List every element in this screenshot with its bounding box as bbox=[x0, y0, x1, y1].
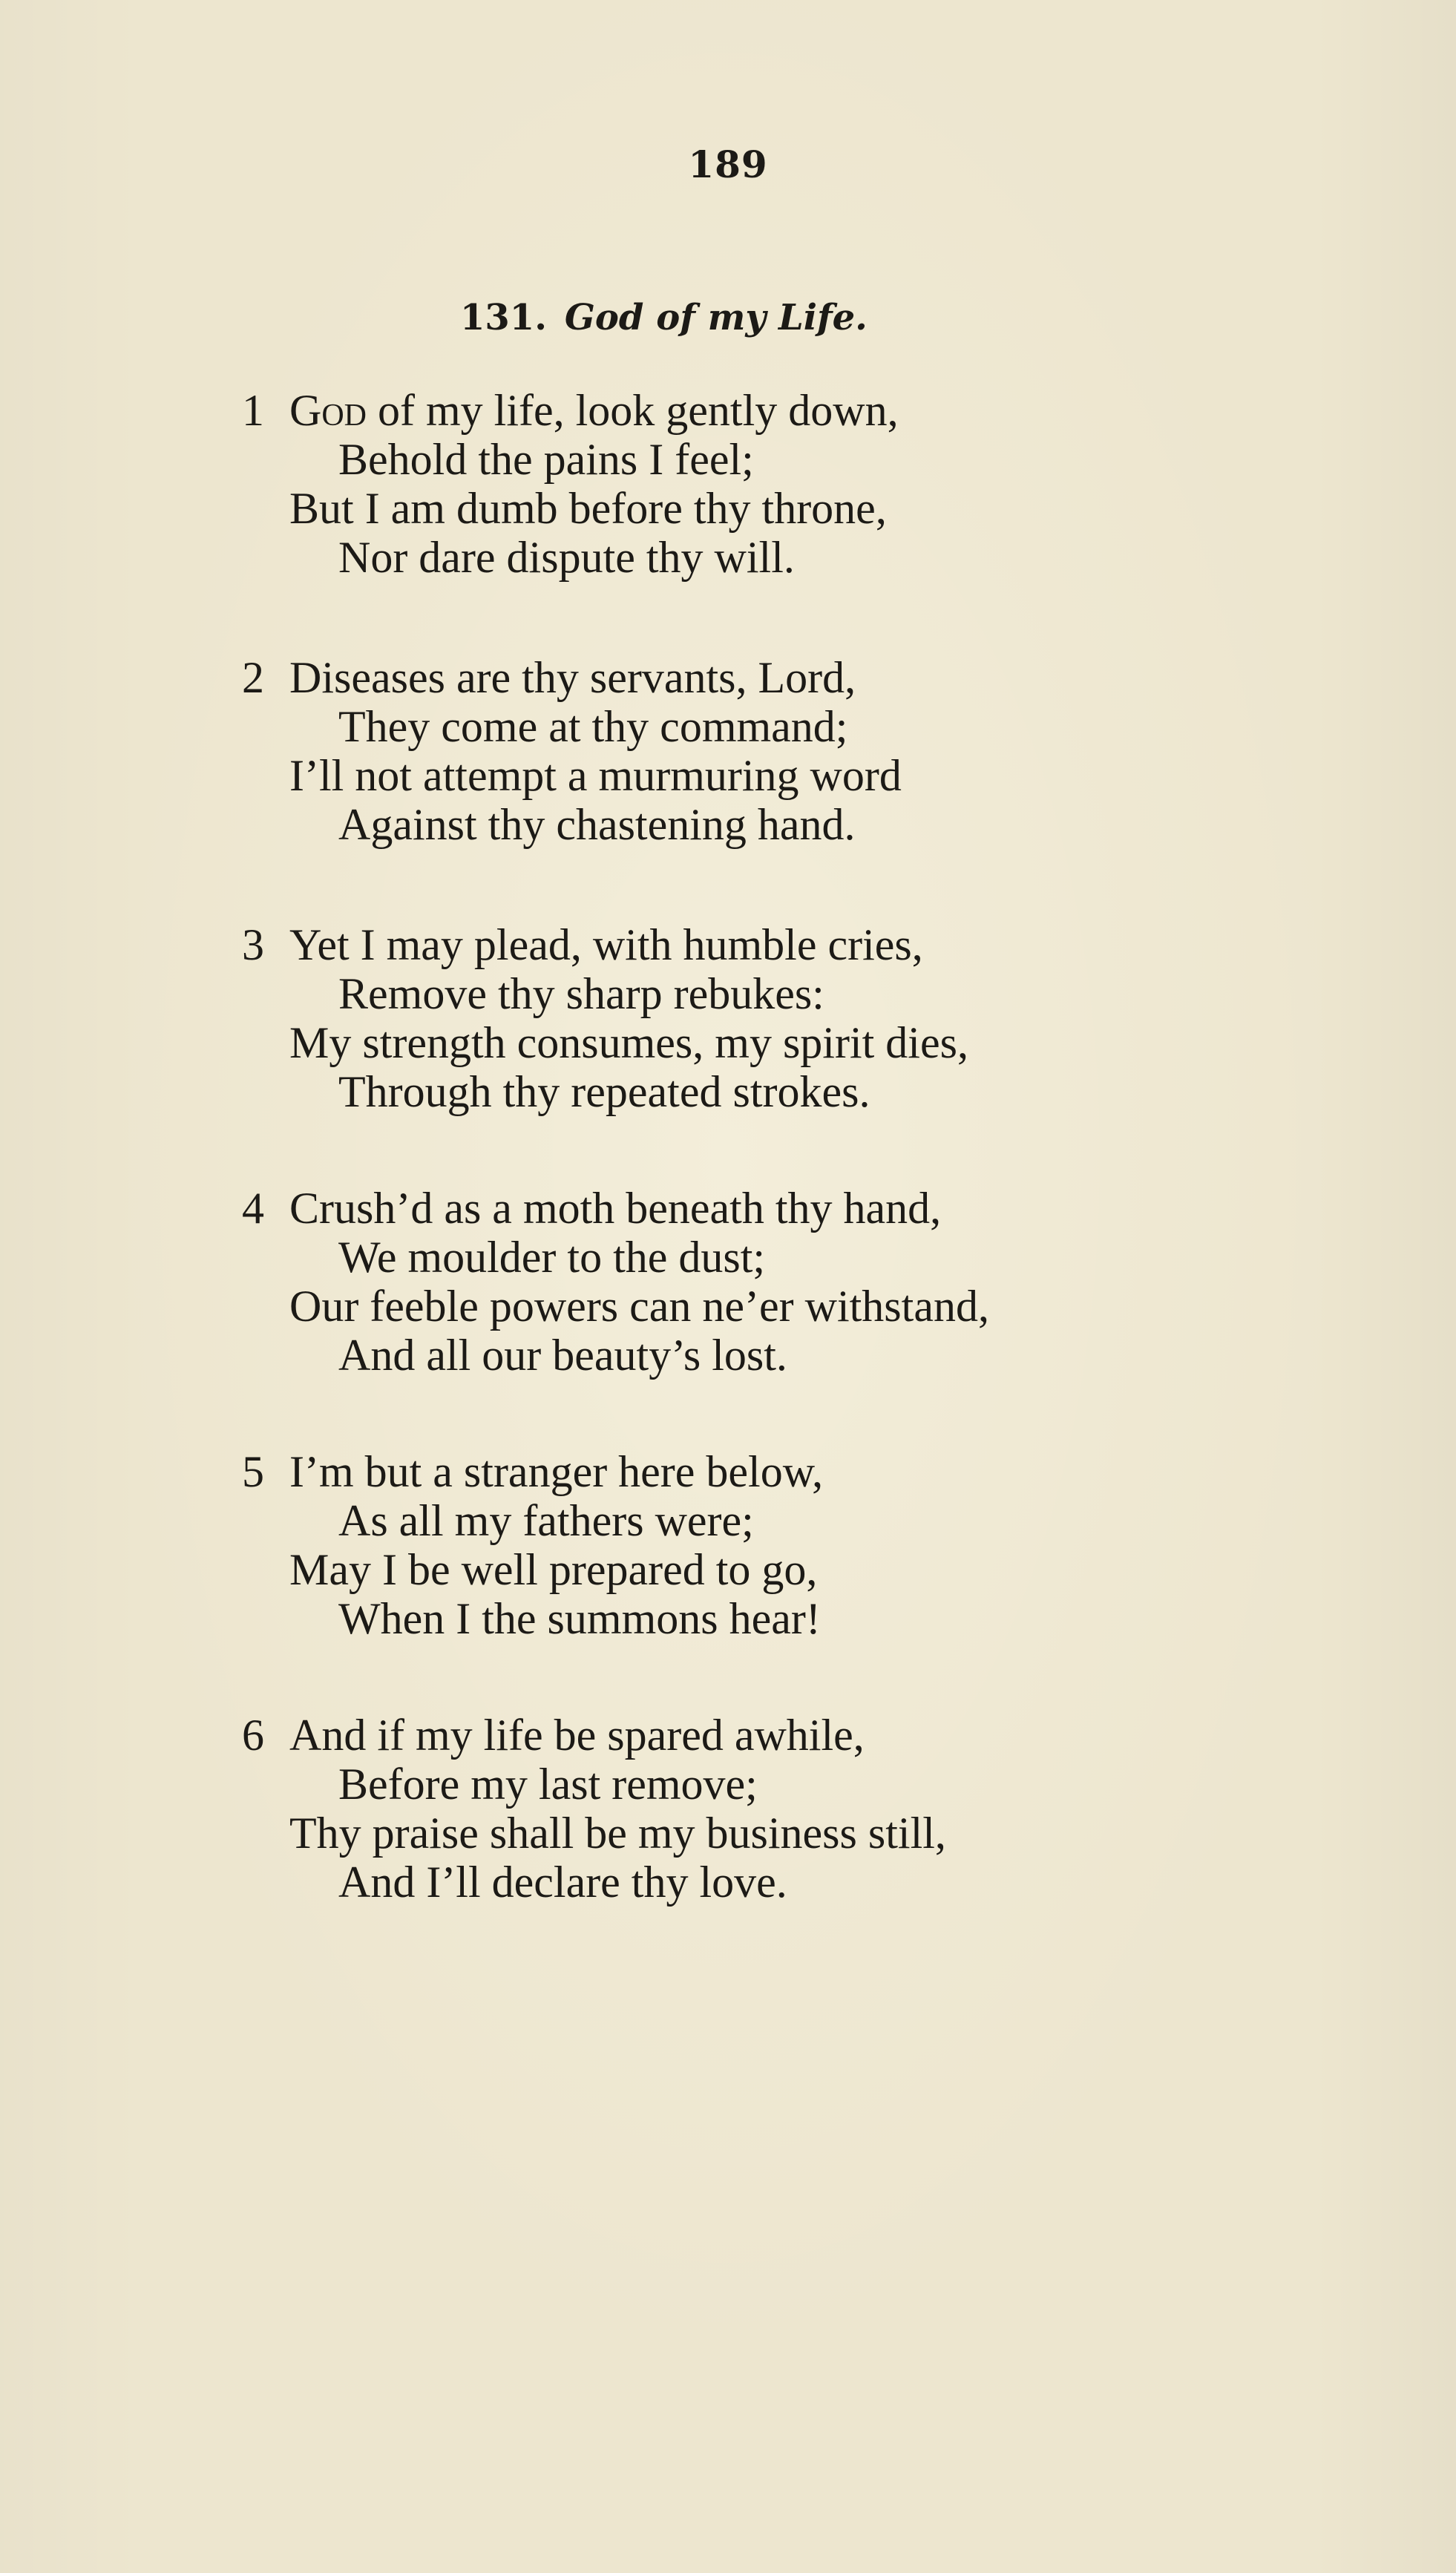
stanza-line bbox=[242, 1447, 1207, 1496]
line-text: Yet I may plead, with humble cries, bbox=[289, 920, 923, 969]
stanza-4 bbox=[242, 1184, 1207, 1380]
stanza-line: I’ll not attempt a murmuring word bbox=[289, 751, 902, 800]
stanza-line bbox=[242, 1184, 1207, 1233]
stanza-line: Our feeble powers can ne’er withstand, bbox=[289, 1282, 989, 1331]
hymn-heading bbox=[460, 297, 1024, 338]
stanza-line: Thy praise shall be my business still, bbox=[289, 1809, 946, 1858]
stanza-line: Remove thy sharp rebukes: bbox=[338, 969, 824, 1018]
stanza-line bbox=[242, 1711, 1207, 1760]
stanza-6 bbox=[242, 1711, 1207, 1907]
line-text: of my life, look gently down, bbox=[367, 386, 899, 435]
stanza-line: Nor dare dispute thy will. bbox=[338, 533, 795, 582]
stanza-line: My strength consumes, my spirit dies, bbox=[289, 1018, 968, 1067]
stanza-line: We moulder to the dust; bbox=[338, 1233, 766, 1282]
hymn-title: God of my Life. bbox=[564, 297, 868, 338]
line-text: Crush’d as a moth beneath thy hand, bbox=[289, 1184, 942, 1233]
stanza-line: Against thy chastening hand. bbox=[338, 800, 856, 849]
stanza-line: They come at thy command; bbox=[338, 702, 848, 751]
line-text: And if my life be spared awhile, bbox=[289, 1711, 865, 1760]
stanza-line bbox=[242, 386, 1207, 435]
verse-number: 2 bbox=[242, 653, 264, 702]
stanza-line: Before my last remove; bbox=[338, 1760, 758, 1809]
stanza-line: And I’ll declare thy love. bbox=[338, 1858, 787, 1907]
stanza-line: May I be well prepared to go, bbox=[289, 1545, 818, 1594]
line-text: Diseases are thy servants, Lord, bbox=[289, 653, 856, 702]
stanza-line: As all my fathers were; bbox=[338, 1496, 754, 1545]
stanza-3 bbox=[242, 920, 1207, 1116]
hymn-number: 131. bbox=[460, 297, 547, 338]
stanza-line: Behold the pains I feel; bbox=[338, 435, 754, 484]
stanza-line bbox=[242, 920, 1207, 969]
page-number: 189 bbox=[688, 142, 768, 186]
verse-number: 5 bbox=[242, 1447, 264, 1496]
verse-number: 4 bbox=[242, 1184, 264, 1233]
verse-number: 1 bbox=[242, 386, 264, 435]
initial-word: God bbox=[289, 386, 367, 435]
stanza-line: And all our beauty’s lost. bbox=[338, 1331, 787, 1380]
verse-number: 3 bbox=[242, 920, 264, 969]
verse-number: 6 bbox=[242, 1711, 264, 1760]
stanza-1 bbox=[242, 386, 1207, 582]
stanza-line: Through thy repeated strokes. bbox=[338, 1067, 870, 1116]
line-text: I’m but a stranger here below, bbox=[289, 1447, 824, 1496]
stanza-5 bbox=[242, 1447, 1207, 1643]
stanza-line bbox=[242, 653, 1207, 702]
stanza-2 bbox=[242, 653, 1207, 849]
stanza-line: When I the summons hear! bbox=[338, 1594, 821, 1643]
stanza-line: But I am dumb before thy throne, bbox=[289, 484, 887, 533]
